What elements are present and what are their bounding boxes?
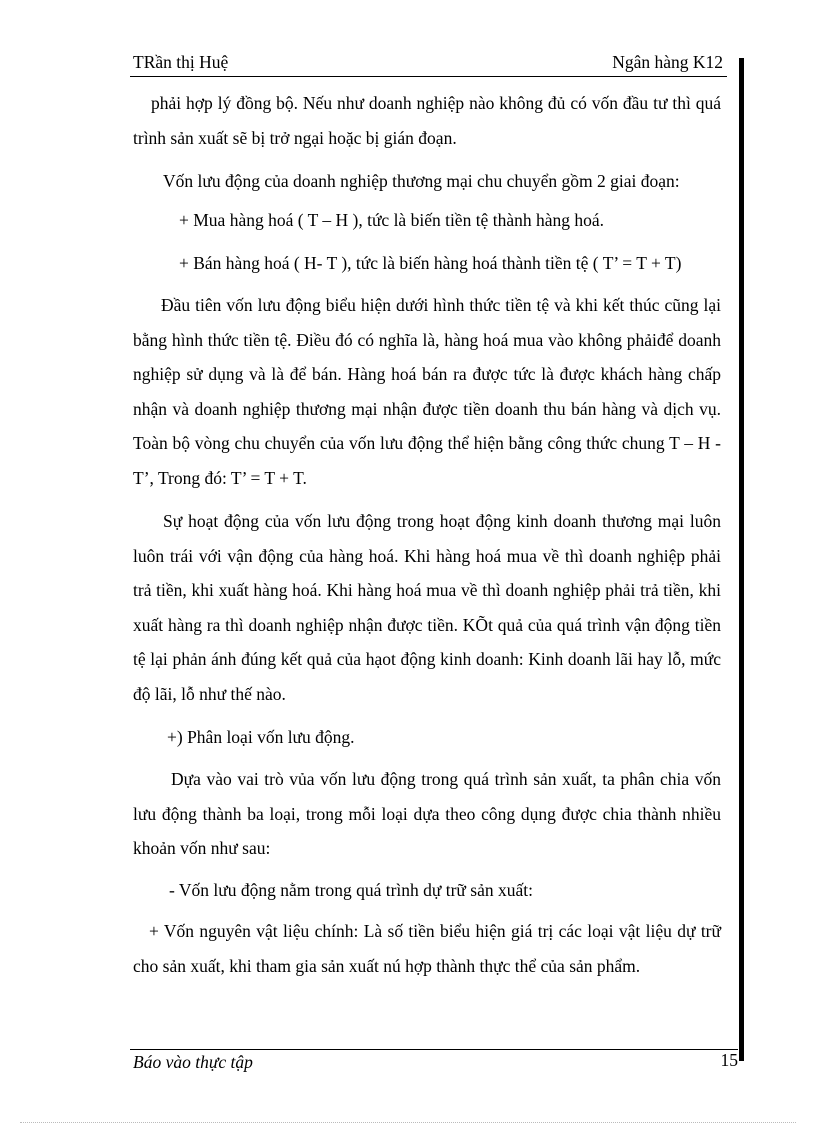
paragraph-10: + Vốn nguyên vật liệu chính: Là số tiền biểu hiện giá trị các loại vật liệu dự trữ cho sản xuất, khi tham gia sản xuất nú hợp thành thực thể của sản phẩm.	[133, 921, 721, 976]
page-header	[133, 52, 725, 78]
header-class: Ngân hàng K12	[612, 52, 723, 72]
paragraph-1: phải hợp lý đồng bộ. Nếu như doanh nghiệp nào không đủ có vốn đầu tư thì quá trình sản xuất sẽ bị trở ngại hoặc bị gián đoạn.	[133, 93, 721, 148]
footer-title: Báo vào thực tập	[133, 1052, 253, 1072]
header-rule	[130, 76, 727, 77]
page-number: 15	[720, 1050, 738, 1070]
paragraph-8: Dựa vào vai trò vủa vốn lưu động trong quá trình sản xuất, ta phân chia vốn lưu động thành ba loại, trong mỗi loại dựa theo công dụng được chia thành nhiều khoản vốn như sau:	[133, 769, 721, 858]
paragraph-9: - Vốn lưu động nằm trong quá trình dự trữ sản xuất:	[169, 880, 533, 900]
paragraph-7: +) Phân loại vốn lưu động.	[167, 727, 355, 747]
footer-rule	[130, 1049, 738, 1050]
paragraph-6: Sự hoạt động của vốn lưu động trong hoạt động kinh doanh thương mại luôn luôn trái với vận động của hàng hoá. Khi hàng hoá mua về thì doanh nghiệp phải trả tiền, khi xuất hàng hoá. Khi hàng hoá mua về thì doanh nghiệp phải trả tiền, khi xuất hàng ra thì doanh nghiệp nhận được tiền. KÕt quả của quá trình vận động tiền tệ lại phản ánh đúng kết quả của hạot động kinh doanh: Kinh doanh lãi hay lỗ, mức độ lãi, lỗ như thế nào.	[133, 511, 721, 704]
header-author: TRần thị Huệ	[133, 52, 229, 72]
paragraph-5: Đầu tiên vốn lưu động biểu hiện dưới hình thức tiền tệ và khi kết thúc cũng lại bằng hình thức tiền tệ. Điều đó có nghĩa là, hàng hoá mua vào không phảiđể doanh nghiệp sử dụng và là để bán. Hàng hoá bán ra được tức là được khách hàng chấp nhận và doanh nghiệp thương mại nhận được tiền doanh thu bán hàng và dịch vụ. Toàn bộ vòng chu chuyển của vốn lưu động thể hiện bằng công thức chung T – H - T’, Trong đó: T’ = T + T.	[133, 295, 721, 488]
paragraph-2: Vốn lưu động của doanh nghiệp thương mại chu chuyển gồm 2 giai đoạn:	[163, 171, 680, 191]
paragraph-4: + Bán hàng hoá ( H- T ), tức là biến hàng hoá thành tiền tệ ( T’ = T + T)	[179, 253, 682, 273]
paragraph-3: + Mua hàng hoá ( T – H ), tức là biến tiền tệ thành hàng hoá.	[179, 210, 604, 230]
